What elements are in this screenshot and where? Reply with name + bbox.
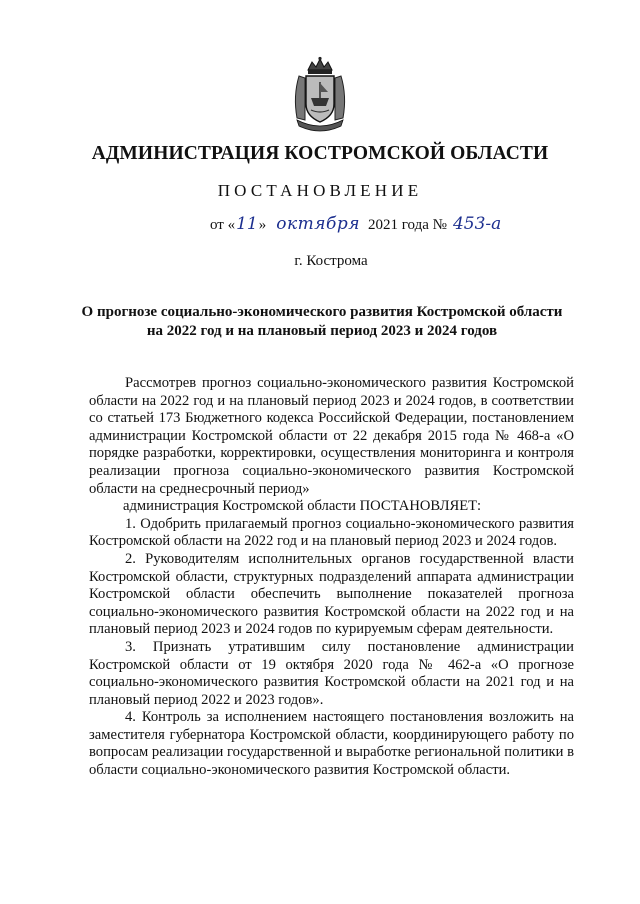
handwritten-doc-number: 453-а [452, 214, 502, 234]
decree-body [89, 375, 574, 780]
intro-paragraph: Рассмотрев прогноз социально-экономического развития Костромской области на 2022 год и на плановый период 2023 и 2024 годов, в соответствии со статьей 173 Бюджетного кодекса Российской Федерации, постановлением администрации Костромской области от 22 декабря 2015 года № 468-а «О порядке разработки, корректировки, осуществления мониторинга и контроля реализации прогноза социально-экономического развития Костромской области на среднесрочный период» [89, 375, 574, 497]
item-2-paragraph: 2. Руководителям исполнительных органов государственной власти Костромской области, структурных подразделений аппарата администрации Костромской области обеспечить выполнение показателей прогноза социально-экономического развития Костромской области на 2022 год и на плановый период 2023 и 2024 годов по курируемым сферам деятельности. [89, 550, 574, 638]
resolve-paragraph: администрация Костромской области ПОСТАНОВЛЯЕТ: [123, 498, 482, 515]
item-1-paragraph: 1. Одобрить прилагаемый прогноз социально-экономического развития Костромской области на 2022 год и на плановый период 2023 и 2024 годов. [89, 515, 574, 550]
date-quote-close: » [258, 217, 267, 233]
item-4-paragraph: 4. Контроль за исполнением настоящего постановления возложить на заместителя губернатора Костромской области, координирующего работу по вопросам реализации государственной и выработке региональной политики в области социально-экономического развития Костромской области. [89, 709, 574, 779]
subject-line: на 2022 год и на плановый период 2023 и 2024 годов [146, 323, 498, 339]
date-prefix: от « [210, 217, 236, 233]
subject-line: О прогнозе социально-экономического развития Костромской области [81, 304, 563, 320]
decree-date-line [210, 214, 501, 234]
document-type: ПОСТАНОВЛЕНИЕ [217, 181, 423, 200]
org-title: АДМИНИСТРАЦИЯ КОСТРОМСКОЙ ОБЛАСТИ [91, 143, 549, 164]
date-year: 2021 года № [368, 217, 447, 233]
handwritten-day: 11 [236, 214, 258, 234]
coat-of-arms-icon [291, 56, 349, 132]
decree-subject [60, 303, 584, 341]
city-name: г. Кострома [294, 253, 368, 269]
item-3-paragraph: 3. Признать утратившим силу постановление администрации Костромской области от 19 октября 2020 года № 462-а «О прогнозе социально-экономического развития Костромской области на 2021 год и на плановый период 2022 и 2023 годов». [89, 638, 574, 708]
handwritten-month: октября [276, 214, 361, 234]
